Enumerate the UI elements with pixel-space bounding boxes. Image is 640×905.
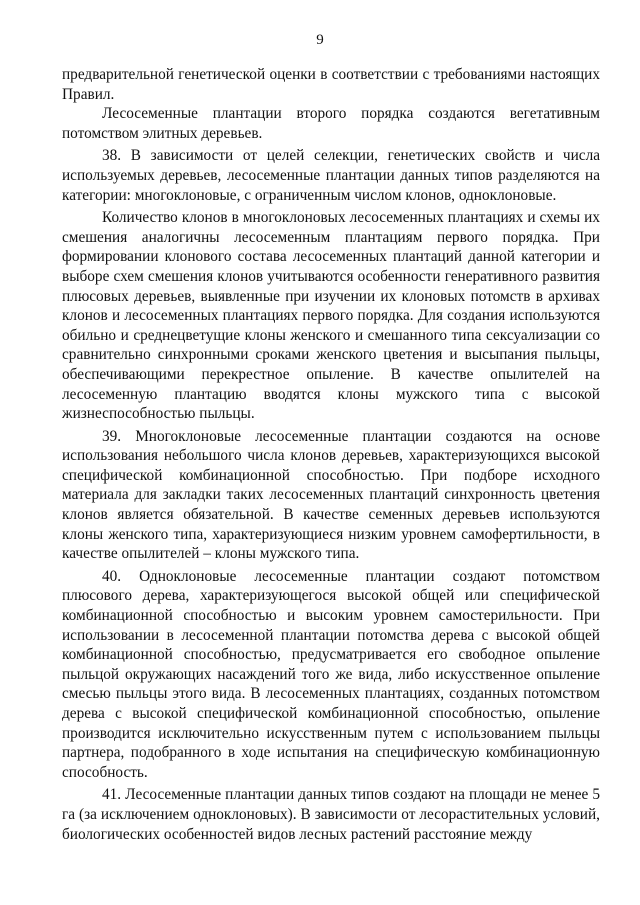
paragraph-38: 38. В зависимости от целей селекции, генетических свойств и числа используемых деревьев, лесосеменные плантации данных типов разделяются на категории: многоклоновые, с ограниченным числом клонов, одноклоновые. — [62, 147, 600, 204]
document-body — [62, 65, 600, 844]
paragraph-39: 39. Многоклоновые лесосеменные плантации создаются на основе использования небольшого числа клонов деревьев, характеризующихся высокой специфической комбинационной способностью. При подборе исходного материала для закладки таких лесосеменных плантаций синхронность цветения клонов является обязательной. В качестве семенных деревьев используются клоны женского типа, характеризующиеся низким уровнем самофертильности, в качестве опылителей – клоны мужского типа. — [62, 427, 600, 563]
paragraph-continuation: предварительной генетической оценки в соответствии с требованиями настоящих Правил. — [62, 66, 600, 103]
paragraph-41: 41. Лесосеменные плантации данных типов создают на площади не менее 5 га (за исключением одноклоновых). В зависимости от лесорастительных условий, биологических особенностей видов лесных растений расстояние между — [62, 786, 600, 843]
paragraph-second-order-plantations: Лесосеменные плантации второго порядка создаются вегетативным потомством элитных деревьев. — [62, 105, 600, 142]
paragraph-40: 40. Одноклоновые лесосеменные плантации создают потомством плюсового дерева, характеризующегося высокой общей или специфической комбинационной способностью и высоким уровнем самостерильности. При использовании в лесосеменной плантации потомства дерева с высокой общей комбинационной способностью, предусматривается его свободное опыление пыльцой окружающих насаждений того же вида, либо искусственное опыление смесью пыльцы этого вида. В лесосеменных плантациях, созданных потомством дерева с высокой специфической комбинационной способностью, опыление производится исключительно искусственным путем с использованием пыльцы партнера, подобранного в ходе испытания на специфическую комбинационную способность. — [62, 567, 600, 781]
paragraph-multiclone-composition: Количество клонов в многоклоновых лесосеменных плантациях и схемы их смешения аналогичны лесосеменным плантациям первого порядка. При формировании клонового состава лесосеменных плантаций данной категории и выборе схем смешения клонов учитываются особенности генеративного развития плюсовых деревьев, выявленные при изучении их клоновых потомств в архивах клонов и лесосеменных плантациях первого порядка. Для создания используются обильно и среднецветущие клоны женского и смешанного типа сексуализации со сравнительно синхронными сроками женского цветения и высыпания пыльцы, обеспечивающими перекрестное опыление. В качестве опылителей на лесосеменную плантацию вводятся клоны мужского типа с высокой жизнеспособностью пыльцы. — [62, 209, 600, 423]
page-number: 9 — [316, 32, 324, 48]
